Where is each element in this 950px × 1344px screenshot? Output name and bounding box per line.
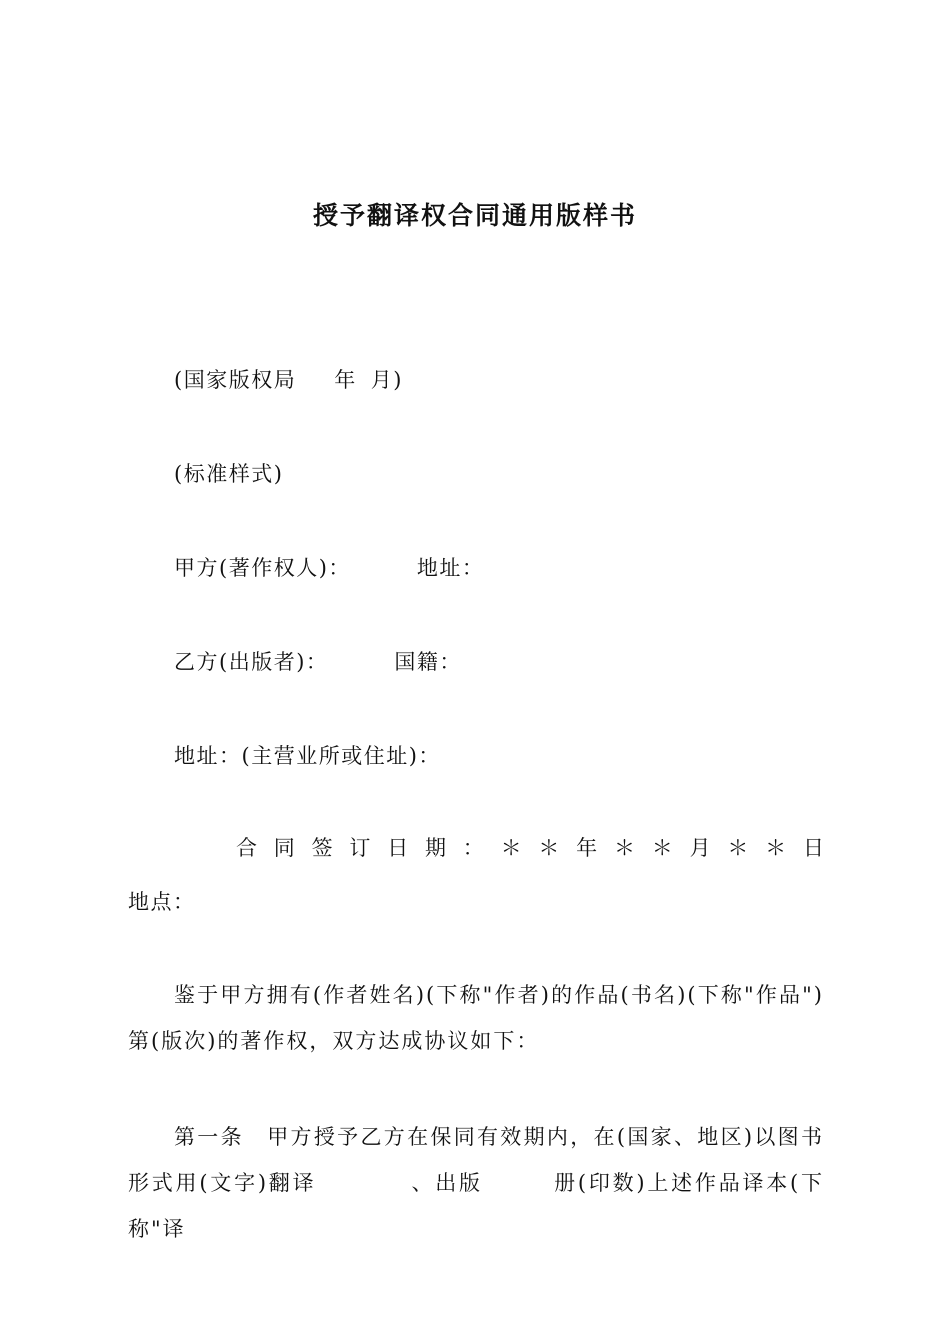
signing-date-row: [128, 832, 824, 862]
standard-style-line: (标准样式): [174, 462, 284, 486]
issuer-month-label: 月): [370, 368, 403, 392]
signing-char: ：: [462, 836, 484, 860]
signing-char: 签: [311, 836, 333, 860]
signing-char: ＊: [651, 836, 673, 860]
signing-char: 期: [424, 836, 446, 860]
signing-char: ＊: [538, 836, 560, 860]
issuer-year-label: 年: [334, 368, 357, 392]
issuer-name: (国家版权局: [174, 368, 297, 392]
signing-char: ＊: [727, 836, 749, 860]
party-b-address-line: 地址：(主营业所或住址)：: [174, 744, 441, 768]
article-one-paragraph: 第一条 甲方授予乙方在保同有效期内，在(国家、地区)以图书形式用(文字)翻译 、出版 册(印数)上述作品译本(下称"译: [128, 1125, 824, 1241]
signing-char: 同: [273, 836, 295, 860]
party-a-address-label: 地址：: [416, 556, 485, 580]
party-a-line: [174, 552, 484, 582]
issuer-line: [174, 364, 403, 394]
party-b-nationality-label: 国籍：: [394, 650, 462, 674]
party-b-line: [174, 646, 462, 676]
signing-char: 日: [802, 836, 824, 860]
signing-place-label: 地点：: [128, 890, 196, 914]
signing-char: ＊: [613, 836, 635, 860]
signing-char: 订: [349, 836, 371, 860]
party-a-label: 甲方(著作权人)：: [174, 556, 351, 580]
signing-char: 合: [236, 836, 257, 860]
document-title: 授予翻译权合同通用版样书: [312, 201, 637, 230]
party-b-label: 乙方(出版者)：: [174, 650, 329, 674]
signing-char: ＊: [500, 836, 522, 860]
signing-char: ＊: [765, 836, 787, 860]
signing-char: 年: [576, 836, 598, 860]
signing-char: 月: [689, 836, 711, 860]
preamble-paragraph: 鉴于甲方拥有(作者姓名)(下称"作者)的作品(书名)(下称"作品")第(版次)的著作权，双方达成协议如下：: [128, 983, 824, 1053]
signing-char: 日: [387, 836, 409, 860]
